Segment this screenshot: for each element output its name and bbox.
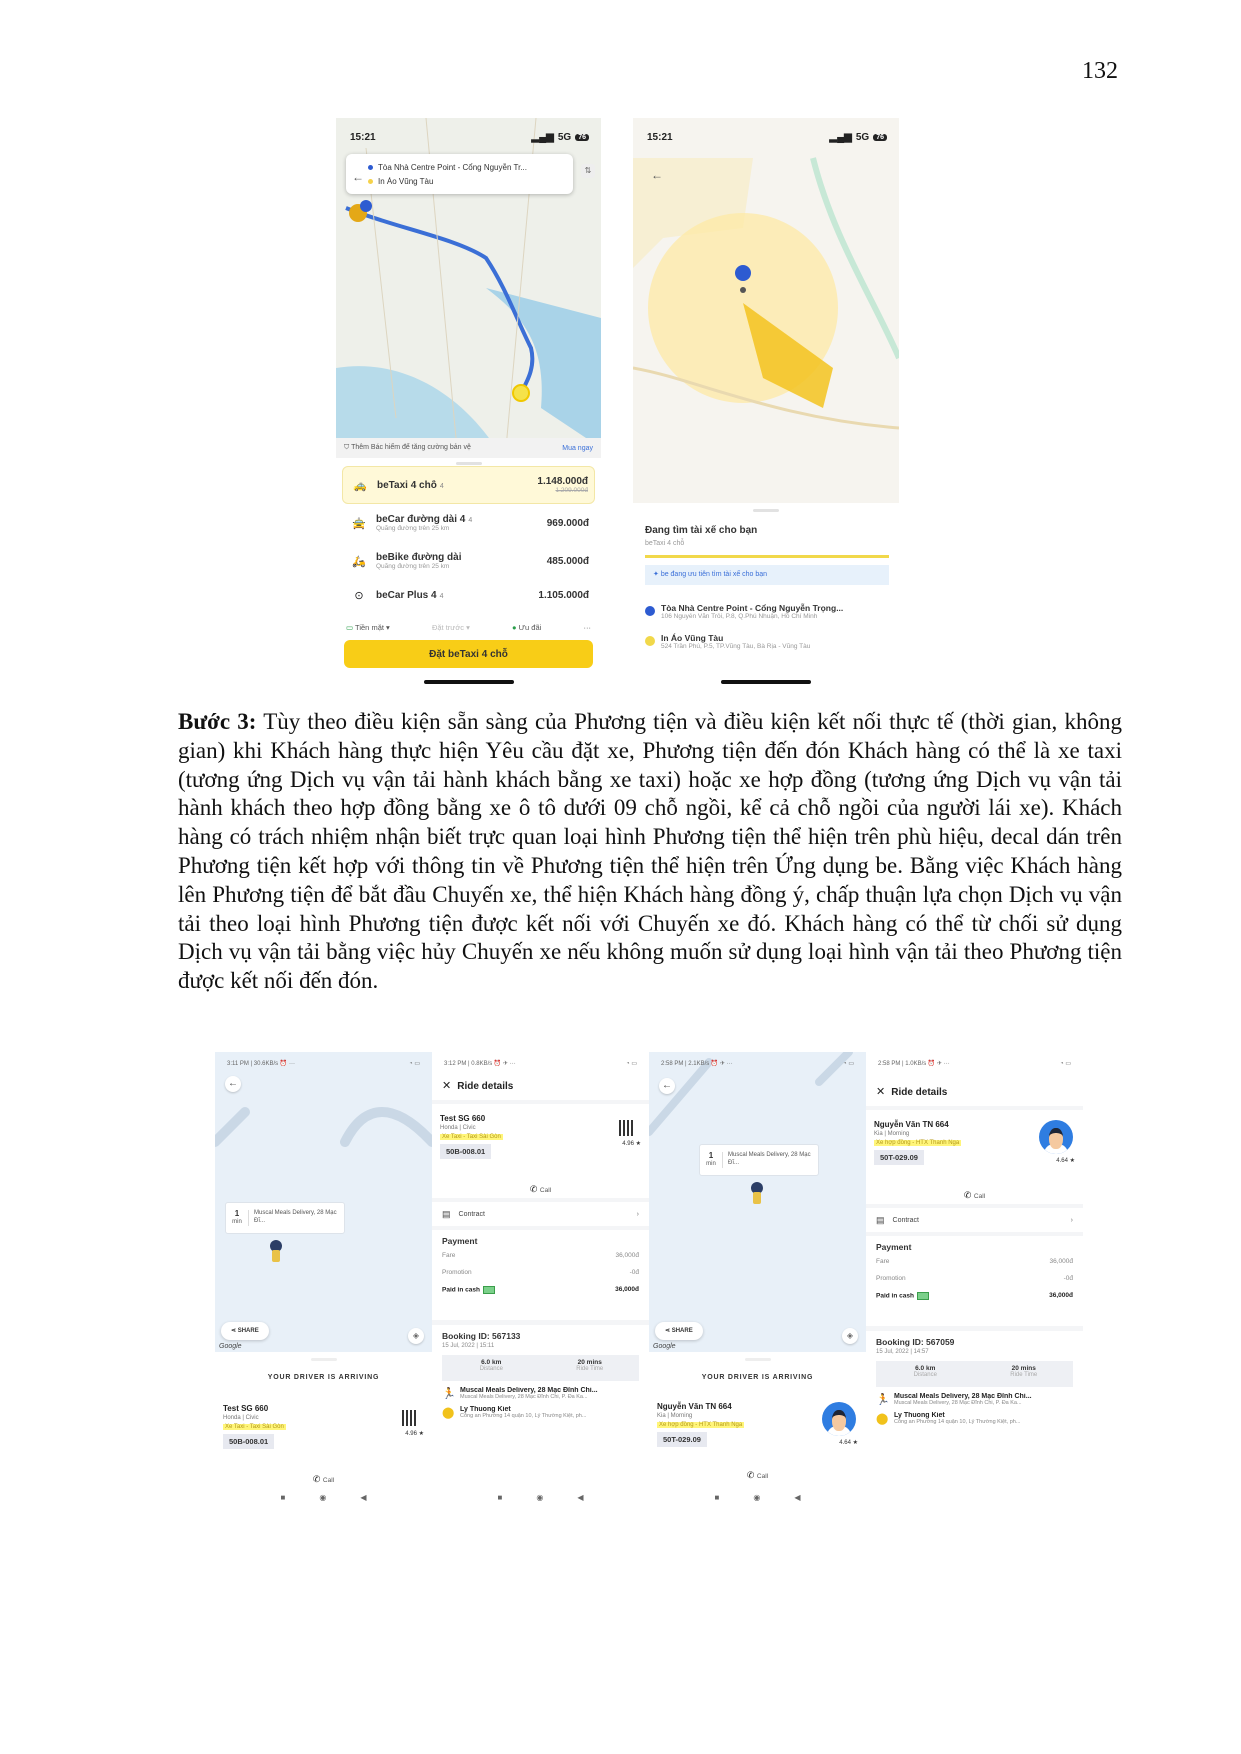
priority-info-banner	[645, 565, 889, 585]
option-price: 1.148.000đ	[537, 476, 588, 487]
phone-icon: ✆	[963, 1190, 974, 1200]
ride-time-value: 20 mins	[1011, 1365, 1036, 1372]
schedule-dropdown[interactable]: Đặt trước ▾	[431, 623, 470, 632]
ride-time-label: Ride Time	[1010, 1372, 1038, 1378]
status-bar	[227, 1060, 420, 1067]
google-logo: Google	[219, 1343, 242, 1350]
call-label: Call	[756, 1473, 769, 1480]
license-plate: 50T-029.09	[874, 1150, 924, 1165]
driver-car: Kia | Morning	[657, 1413, 693, 1419]
buy-now-link[interactable]: Mua ngay	[562, 444, 593, 452]
pickup-marker	[735, 265, 751, 281]
android-navbar	[649, 1493, 866, 1502]
ride-time-value: 20 mins	[577, 1359, 602, 1366]
recents-icon[interactable]: ■	[714, 1493, 720, 1502]
schedule-label: Đặt trước	[431, 623, 464, 632]
arriving-title: YOUR DRIVER IS ARRIVING	[701, 1374, 814, 1381]
book-ride-button[interactable]: Đặt beTaxi 4 chỗ	[344, 640, 593, 668]
destination-address: Công an Phường 14 quận 10, Lý Thường Kiệt, ph...	[894, 1419, 1021, 1425]
share-button[interactable]	[655, 1322, 703, 1340]
option-name: beCar Plus 4	[376, 589, 437, 601]
call-button[interactable]	[866, 1190, 1083, 1201]
payment-title: Payment	[876, 1242, 912, 1252]
call-button[interactable]	[649, 1470, 866, 1481]
chevron-right-icon: ›	[1070, 1216, 1073, 1224]
finding-progress-fill	[645, 555, 889, 558]
recents-icon[interactable]: ■	[497, 1493, 503, 1502]
finding-title: Đang tìm tài xế cho bạn	[645, 525, 758, 536]
eta-box	[699, 1144, 819, 1176]
home-indicator	[721, 680, 811, 684]
driver-rating: 4.96 ★	[405, 1431, 424, 1437]
pickup-address: Muscal Meals Delivery, 28 Mạc Đĩnh Chi, P. Đa Ka...	[894, 1400, 1022, 1406]
paid-value: 36,000đ	[1049, 1292, 1073, 1299]
eta-number: 1	[708, 1151, 714, 1161]
passenger-count: 4	[439, 592, 444, 600]
vehicle-type-highlight: Xe Taxi - Taxi Sài Gòn	[442, 1134, 501, 1140]
ride-details-title: Ride details	[891, 1087, 948, 1098]
trip-destination	[876, 1412, 1073, 1425]
share-button[interactable]	[221, 1322, 269, 1340]
network-label: 5G	[557, 132, 572, 143]
arriving-title: YOUR DRIVER IS ARRIVING	[267, 1374, 380, 1381]
booking-id: Booking ID: 567133	[442, 1331, 521, 1341]
back-nav-icon[interactable]: ◀	[360, 1493, 367, 1502]
paid-label: Paid in cash	[876, 1292, 914, 1300]
pickup-address: Muscal Meals Delivery, 28 Mạc Đĩnh Chi, P. Đa Ka...	[460, 1394, 588, 1400]
license-plate: 50B-008.01	[440, 1144, 491, 1159]
passenger-count: 4	[468, 517, 473, 524]
trip-stats	[876, 1361, 1073, 1387]
destination-marker	[513, 385, 529, 401]
call-label: Call	[539, 1187, 552, 1194]
status-bar	[350, 132, 589, 143]
vehicle-type-highlight: Xe Taxi - Taxi Sài Gòn	[225, 1424, 284, 1430]
driver-rating: 4.96 ★	[622, 1141, 641, 1147]
recents-icon[interactable]: ■	[280, 1493, 286, 1502]
home-icon[interactable]: ◉	[536, 1493, 544, 1502]
pickup-pin-icon	[645, 606, 655, 616]
driver-rating: 4.64 ★	[839, 1440, 858, 1446]
promotion-value: -0đ	[629, 1269, 639, 1276]
step-text: Tùy theo điều kiện sẵn sàng của Phương tiện và điều kiện kết nối thực tế (thời gian, không gian) khi Khách hàng thực hiện Yêu cầu đặt xe, Phương tiện đến đón Khách hàng có thể là xe taxi (tương ứng Dịch vụ vận tải hành khách bằng xe taxi) hoặc xe hợp đồng (tương ứng Dịch vụ vận tải hành khách theo hợp đồng bằng xe ô tô dưới 09 chỗ ngồi, kể cả chỗ ngồi của người lái xe). Khách hàng có trách nhiệm nhận biết trực quan loại hình Phương tiện thể hiện trên phù hiệu, decal dán trên Phương tiện kết hợp với thông tin về Phương tiện thể hiện trên Ứng dụng be. Bằng việc Khách hàng lên Phương tiện để bắt đầu Chuyến xe, thể hiện Khách hàng đồng ý, chấp thuận lựa chọn Dịch vụ vận tải theo loại hình Phương tiện được kết nối với Chuyến xe đó. Khách hàng có thể từ chối sử dụng Dịch vụ vận tải bằng việc hủy Chuyến xe nếu không muốn sử dụng loại hình vận tải theo Phương tiện được kết nối đến đón.	[178, 709, 1122, 994]
taxi-icon: 🚕	[353, 479, 367, 492]
sheet-handle[interactable]	[456, 462, 482, 465]
wifi-battery-icon: ◔ ▭	[409, 1061, 420, 1067]
driver-rating: 4.64 ★	[1056, 1158, 1075, 1164]
location-pin-icon: ⬤	[442, 1407, 455, 1419]
destination-address[interactable]: In Áo Vũng Tàu	[378, 176, 434, 186]
trip-stats	[442, 1355, 639, 1381]
screenshot-contract-ride-details	[866, 1052, 1083, 1512]
license-plate: 50B-008.01	[223, 1434, 274, 1449]
eta-unit: min	[232, 1219, 242, 1226]
payment-title: Payment	[442, 1236, 478, 1246]
option-price: 969.000đ	[546, 517, 589, 529]
back-arrow-icon[interactable]: ←	[651, 168, 663, 182]
bike-icon: 🛵	[352, 555, 366, 568]
share-icon: ⋖	[665, 1328, 672, 1334]
promotion-label: Promotion	[876, 1275, 906, 1282]
destination-name: Ly Thuong Kiet	[894, 1412, 945, 1419]
option-name: beBike đường dài	[376, 552, 462, 563]
payment-method-dropdown[interactable]: ▭ Tiền mặt ▾	[346, 623, 390, 632]
distance-label: Distance	[913, 1372, 937, 1378]
status-bar	[661, 1060, 854, 1067]
option-price: 1.105.000đ	[538, 589, 589, 601]
distance-value: 6.0 km	[481, 1359, 502, 1366]
ride-details-header	[432, 1072, 649, 1104]
destination-address: Công an Phường 14 quận 10, Lý Thường Kiệt, ph...	[460, 1413, 587, 1419]
driver-name: Test SG 660	[223, 1404, 269, 1413]
driver-name: Nguyễn Văn TN 664	[874, 1120, 949, 1129]
paid-value: 36,000đ	[615, 1286, 639, 1293]
search-map[interactable]	[633, 118, 899, 503]
finding-progress-bar	[645, 555, 889, 558]
contract-label: Contract	[458, 1210, 485, 1218]
battery-icon: 76	[873, 134, 887, 141]
status-text: 2:58 PM | 1.0KB/s ⏰ ✈ ···	[878, 1061, 950, 1067]
chevron-right-icon: ›	[636, 1210, 639, 1218]
back-arrow-icon[interactable]: ←	[352, 170, 364, 184]
car-plus-icon: ⊙	[354, 589, 364, 602]
option-name: beTaxi 4 chỗ	[377, 479, 437, 491]
ride-details-title: Ride details	[457, 1081, 514, 1092]
home-icon[interactable]: ◉	[753, 1493, 761, 1502]
battery-icon: 76	[575, 134, 589, 141]
booking-section	[866, 1326, 1083, 1425]
android-navbar	[215, 1493, 432, 1502]
promotion-value: -0đ	[1063, 1275, 1073, 1282]
qr-code-icon[interactable]	[402, 1410, 418, 1426]
screenshot-contract-arriving	[649, 1052, 866, 1512]
ride-option-betaxi[interactable]	[342, 466, 595, 504]
home-indicator	[424, 680, 514, 684]
signal-icon: ▂▄▆	[531, 132, 554, 143]
swap-icon[interactable]: ⇅	[581, 164, 595, 178]
google-logo: Google	[653, 1343, 676, 1350]
driver-card	[440, 1114, 641, 1159]
driver-card	[657, 1402, 858, 1447]
pickup-marker	[360, 200, 372, 212]
status-text: 3:12 PM | 0.8KB/s ⏰ ✈ ···	[444, 1061, 516, 1067]
call-button[interactable]	[432, 1184, 649, 1195]
document-icon: ▤	[876, 1214, 885, 1225]
vehicle-type-highlight: Xe hợp đồng - HTX Thanh Nga	[876, 1140, 960, 1146]
contract-row[interactable]	[866, 1204, 1083, 1236]
more-button[interactable]: ···	[583, 623, 591, 632]
driver-avatar	[1039, 1120, 1073, 1154]
pickup-name: Tòa Nhà Centre Point - Cổng Nguyễn Trọng...	[661, 603, 844, 613]
contract-row[interactable]	[432, 1198, 649, 1230]
share-icon: ⋖	[231, 1328, 238, 1334]
finding-driver-sheet	[633, 503, 899, 688]
fare-value: 36,000đ	[615, 1252, 639, 1259]
ride-details-header	[866, 1078, 1083, 1110]
wifi-battery-icon: ◔ ▭	[1060, 1061, 1071, 1067]
arrival-sheet	[649, 1352, 866, 1512]
pickup-address[interactable]: Tòa Nhà Centre Point - Cổng Nguyễn Tr...	[378, 162, 527, 172]
route-card[interactable]	[346, 154, 592, 194]
car-icon: 🚖	[352, 517, 366, 530]
status-bar	[444, 1060, 637, 1067]
locate-icon[interactable]: ◈	[842, 1328, 858, 1344]
back-nav-icon[interactable]: ◀	[577, 1493, 584, 1502]
network-label: 5G	[855, 132, 870, 143]
booking-id: Booking ID: 567059	[876, 1337, 955, 1347]
sheet-handle[interactable]	[753, 509, 779, 512]
option-old-price: 1.209.000đ	[555, 487, 588, 494]
payment-options-row	[346, 623, 591, 632]
eta-unit: min	[706, 1161, 716, 1168]
driver-car-icon	[270, 1240, 282, 1262]
finding-service: beTaxi 4 chỗ	[645, 540, 685, 547]
screenshot-ride-options	[336, 118, 601, 688]
step-label: Bước 3:	[178, 709, 257, 734]
pickup-person-icon: 🏃	[876, 1394, 890, 1406]
screenshot-taxi-ride-details	[432, 1052, 649, 1512]
destination-address: 524 Trần Phú, P.5, TP.Vũng Tàu, Bà Rịa - Vũng Tàu	[661, 643, 811, 650]
cash-icon: ▭	[346, 623, 356, 632]
cash-icon	[483, 1286, 495, 1294]
promo-button[interactable]	[512, 623, 541, 632]
fare-value: 36,000đ	[1049, 1258, 1073, 1265]
android-navbar	[432, 1493, 649, 1502]
distance-label: Distance	[479, 1366, 503, 1372]
map-notice-bar	[336, 438, 601, 458]
payment-section	[876, 1242, 1073, 1309]
option-price: 485.000đ	[546, 555, 589, 567]
status-text: 3:11 PM | 30.6KB/s ⏰ ···	[227, 1061, 295, 1067]
screenshot-finding-driver	[633, 118, 899, 688]
screenshot-taxi-arriving	[215, 1052, 432, 1512]
status-bar	[647, 132, 887, 143]
ride-time-label: Ride Time	[576, 1366, 604, 1372]
eta-box	[225, 1202, 345, 1234]
driver-car: Honda | Civic	[223, 1415, 259, 1421]
pickup-location	[645, 603, 891, 620]
option-subtitle: Quãng đường trên 25 km	[376, 525, 450, 532]
passenger-count: 4	[439, 482, 444, 490]
ride-option-becar-long[interactable]	[342, 504, 595, 542]
driver-card	[223, 1404, 424, 1449]
call-button[interactable]	[215, 1474, 432, 1485]
home-icon[interactable]: ◉	[319, 1493, 327, 1502]
status-text: 2:58 PM | 2.1KB/s ⏰ ✈ ···	[661, 1061, 733, 1067]
trip-pickup	[876, 1393, 1073, 1406]
back-button[interactable]: ←	[659, 1078, 675, 1094]
locate-icon[interactable]: ◈	[408, 1328, 424, 1344]
document-icon: ▤	[442, 1208, 451, 1219]
trip-destination	[442, 1406, 639, 1419]
call-label: Call	[322, 1477, 335, 1484]
back-button[interactable]: ←	[225, 1076, 241, 1092]
eta-number: 1	[234, 1209, 240, 1219]
pickup-name: Muscal Meals Delivery, 28 Mạc Đĩnh Chi...	[460, 1387, 598, 1394]
qr-code-icon[interactable]	[619, 1120, 635, 1136]
pickup-person-icon: 🏃	[442, 1388, 456, 1400]
destination-name: In Áo Vũng Tàu	[661, 633, 724, 643]
pickup-address: 106 Nguyễn Văn Trỗi, P.8, Q.Phú Nhuận, Hồ Chí Minh	[661, 613, 818, 620]
pickup-dot-icon	[368, 165, 373, 170]
map-notice-text: Thêm Bác hiểm để tăng cường bản vệ	[351, 444, 471, 451]
payment-method-label: Tiền mặt	[355, 623, 384, 632]
license-plate: 50T-029.09	[657, 1432, 707, 1447]
status-time: 15:21	[647, 132, 673, 143]
wifi-battery-icon: ◔ ▭	[626, 1061, 637, 1067]
payment-section	[442, 1236, 639, 1303]
sparkle-icon: ✦	[653, 571, 661, 578]
option-name: beCar đường dài 4	[376, 514, 466, 525]
booking-date: 15 Jul, 2022 | 14:57	[876, 1349, 929, 1355]
destination-name: Ly Thuong Kiet	[460, 1406, 511, 1413]
driver-name: Nguyễn Văn TN 664	[657, 1402, 732, 1411]
promo-icon: ●	[512, 623, 519, 632]
wifi-battery-icon: ◔ ▭	[843, 1061, 854, 1067]
arrival-sheet	[215, 1352, 432, 1512]
share-label: SHARE	[237, 1328, 259, 1334]
page-number: 132	[1082, 58, 1118, 84]
status-bar	[878, 1060, 1071, 1067]
share-label: SHARE	[671, 1328, 693, 1334]
destination-location	[645, 633, 891, 650]
driver-avatar	[822, 1402, 856, 1436]
driver-name: Test SG 660	[440, 1114, 486, 1123]
back-nav-icon[interactable]: ◀	[794, 1493, 801, 1502]
paid-label: Paid in cash	[442, 1286, 480, 1294]
trip-pickup	[442, 1387, 639, 1400]
fare-label: Fare	[442, 1252, 456, 1259]
sheet-handle[interactable]	[311, 1358, 337, 1361]
driver-card	[874, 1120, 1075, 1165]
driver-car: Kia | Morning	[874, 1131, 910, 1137]
booking-date: 15 Jul, 2022 | 15:11	[442, 1343, 495, 1349]
ride-option-bebike-long[interactable]	[342, 542, 595, 580]
fare-label: Fare	[876, 1258, 890, 1265]
booking-section	[432, 1320, 649, 1419]
call-label: Call	[973, 1193, 986, 1200]
priority-info-text: be đang ưu tiên tìm tài xế cho bạn	[660, 571, 768, 578]
ride-option-becar-plus[interactable]	[342, 580, 595, 610]
pickup-name: Muscal Meals Delivery, 28 Mạc Đĩnh Chi...	[894, 1393, 1032, 1400]
destination-pin-icon	[645, 636, 655, 646]
driver-car-icon	[751, 1182, 763, 1204]
driver-car: Honda | Civic	[440, 1125, 476, 1131]
phone-icon: ✆	[312, 1474, 323, 1484]
distance-value: 6.0 km	[915, 1365, 936, 1372]
status-time: 15:21	[350, 132, 376, 143]
vehicle-type-highlight: Xe hợp đồng - HTX Thanh Nga	[659, 1422, 743, 1428]
promotion-label: Promotion	[442, 1269, 472, 1276]
phone-icon: ✆	[746, 1470, 757, 1480]
signal-icon: ▂▄▆	[829, 132, 852, 143]
cash-icon	[917, 1292, 929, 1300]
phone-icon: ✆	[529, 1184, 540, 1194]
step-3-paragraph	[178, 708, 1122, 996]
close-icon[interactable]: ✕	[442, 1080, 452, 1092]
eta-destination: Muscal Meals Delivery, 28 Mạc Đĩ...	[728, 1152, 811, 1166]
destination-dot-icon	[368, 179, 373, 184]
option-subtitle: Quãng đường trên 25 km	[376, 563, 450, 570]
close-icon[interactable]: ✕	[876, 1086, 886, 1098]
ride-option-list	[342, 466, 595, 610]
location-pin-icon: ⬤	[876, 1413, 889, 1425]
eta-destination: Muscal Meals Delivery, 28 Mạc Đĩ...	[254, 1210, 337, 1224]
shield-icon: ⛉	[344, 444, 352, 451]
map-graphic	[633, 118, 899, 503]
sheet-handle[interactable]	[745, 1358, 771, 1361]
promo-label: Ưu đãi	[518, 623, 542, 632]
contract-label: Contract	[892, 1216, 919, 1224]
